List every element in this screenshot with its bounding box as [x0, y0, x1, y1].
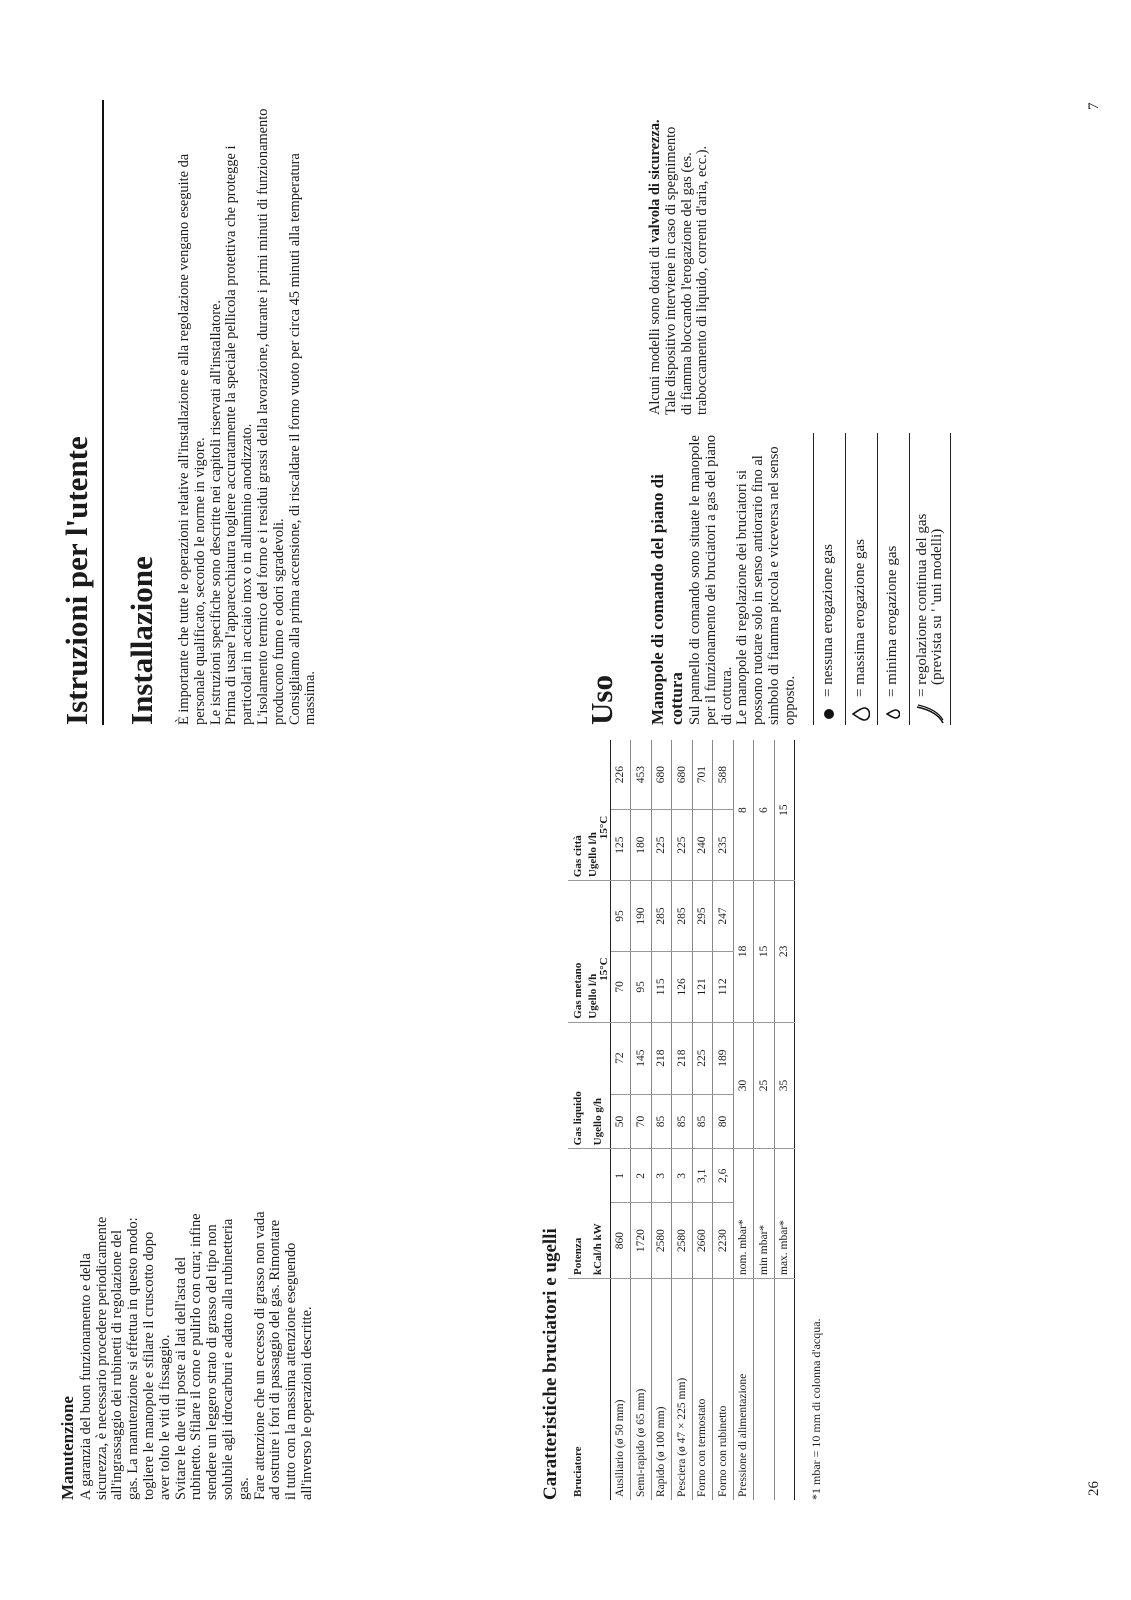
cell: 85 — [692, 1094, 713, 1149]
pressure-row — [774, 740, 795, 1500]
cell: 70 — [631, 1094, 652, 1149]
symbol-row — [909, 433, 951, 725]
pressure-value: 18 — [733, 881, 754, 1023]
safety-valve-paragraph — [648, 115, 711, 415]
sub-ugello-gh: Ugello g/h — [588, 1022, 611, 1149]
cell: 247 — [713, 881, 734, 952]
installation-title: Installazione — [124, 556, 159, 725]
installation-paragraph: Consigliamo alla prima accensione, di riscaldare il forno vuoto per circa 45 minuti alla temperatura massima. — [286, 153, 319, 725]
cell: 3 — [672, 1149, 693, 1203]
sub-lh-text: l/h — [586, 832, 599, 845]
table-row — [651, 740, 672, 1500]
cell: 95 — [631, 951, 652, 1022]
symbol-row — [845, 433, 877, 725]
cell: 125 — [610, 810, 631, 881]
knobs-section — [648, 433, 951, 725]
cell: 85 — [672, 1094, 693, 1149]
table-title: Caratteristiche bruciatori e ugelli — [540, 1228, 561, 1500]
cell: 3,1 — [692, 1149, 713, 1203]
maintenance-title: Manutenzione — [58, 1396, 77, 1500]
cell: 2230 — [713, 1203, 734, 1279]
burner-table — [568, 740, 795, 1500]
cell: 453 — [631, 740, 652, 810]
cell: 85 — [651, 1094, 672, 1149]
table-row — [610, 740, 631, 1500]
pressure-unit: nom. mbar* — [733, 1149, 754, 1279]
footnote: *1 mbar = 10 mm di colonna d'acqua. — [809, 1318, 823, 1500]
cell: 235 — [713, 810, 734, 881]
large-flame-icon — [852, 703, 870, 725]
burner-name: Ausiliario (ø 50 mm) — [610, 1279, 631, 1501]
pressure-row — [754, 740, 775, 1500]
maintenance-paragraph: Svitare le due viti poste ai lati dell'asta del rubinetto. Sfilare il cono e pulirlo con cura; infine stendere un leggero strato di grasso del tipo non solubile agli idrocarburi e adatto alla rubinetteria gas. — [172, 1213, 252, 1500]
sub-ugello-citta — [588, 740, 611, 881]
maintenance-paragraph: A garanzia del buon funzionamento e della sicurezza, è necessario procedere periodicamente all'ingrassaggio dei rubinetti di regolazione del gas. La manutenzione si effettua in questo modo: — [77, 1216, 142, 1500]
installation-paragraph: È importante che tutte le operazioni relative all'installazione e alla regolazione vengano eseguite da personale qualificato, secondo le norme in vigore. — [176, 153, 208, 725]
col-potenza: Potenza — [568, 1149, 588, 1279]
dot-icon — [823, 703, 835, 725]
cell: 285 — [651, 881, 672, 952]
sub-temp-metano: 15°C — [597, 957, 610, 981]
table-row — [631, 740, 652, 1500]
continuous-text — [915, 514, 945, 697]
pressure-value: 35 — [774, 1022, 795, 1149]
burner-name: Forno con termostato — [692, 1279, 713, 1501]
cell: 1720 — [631, 1203, 652, 1279]
col-gas-liquido: Gas liquido — [568, 1022, 588, 1149]
knobs-paragraph: Sul pannello di comando sono situate le manopole per il funzionamento dei bruciatori a gas del piano di cottura. — [687, 434, 735, 725]
valve-text-post: Tale dispositivo interviene in caso di spegnimento di fiamma bloccando l'erogazione del gas (es. traboccamento di liquido, correnti d'aria, ecc.). — [662, 126, 711, 415]
table-row — [692, 740, 713, 1500]
main-title: Istruzioni per l'utente — [59, 436, 94, 725]
pressure-value: 15 — [774, 740, 795, 881]
maintenance-paragraph: Fare attenzione che un eccesso di grasso non vada ad ostruire i fori di passaggio del gas. Rimontare il tutto con la massima attenzione eseguendo all'inverso le operazioni descritte. — [251, 1211, 315, 1500]
pressure-value: 15 — [754, 881, 775, 1023]
cell: 3 — [651, 1149, 672, 1203]
valve-text-bold: valvola di sicurezza. — [647, 119, 663, 243]
sub-ugello-text: Ugello — [586, 847, 599, 878]
table-row — [672, 740, 693, 1500]
pressure-row — [733, 740, 754, 1500]
symbol-legend — [813, 433, 951, 725]
valve-text-pre: Alcuni modelli sono dotati di — [647, 242, 663, 415]
table-row — [713, 740, 734, 1500]
pressure-value: 30 — [733, 1022, 754, 1149]
pressure-value: 8 — [733, 740, 754, 881]
installation-paragraph: L'isolamento termico del forno e i residui grassi della lavorazione, durante i primi minuti di funzionamento producono fumo e odori sgradevoli. — [254, 108, 287, 725]
cell: 50 — [610, 1094, 631, 1149]
col-bruciatore: Bruciatore — [571, 1446, 584, 1497]
pressure-value: 6 — [754, 740, 775, 881]
knobs-paragraph: Le manopole di regolazione dei bruciatori si possono ruotare solo in senso antiorario fino al simbolo di fiamma piccola e viceversa nel senso opposto. — [734, 446, 798, 725]
title-rule — [102, 100, 104, 725]
cell: 112 — [713, 951, 734, 1022]
cell: 70 — [610, 951, 631, 1022]
sub-kcal-kw: kCal/h kW — [588, 1149, 611, 1279]
knobs-title: Manopole di comando del piano di cottura — [648, 474, 686, 725]
maintenance-section — [60, 1210, 316, 1500]
symbol-text: = nessuna erogazione gas — [820, 544, 837, 697]
cell: 225 — [651, 810, 672, 881]
cell: 588 — [713, 740, 734, 810]
continuous-regulation-icon — [915, 703, 945, 725]
sub-ugello-lh-metano — [588, 881, 611, 1023]
cell: 218 — [651, 1022, 672, 1094]
cell: 190 — [631, 881, 652, 952]
burner-name: Pesciera (ø 47 × 225 mm) — [672, 1279, 693, 1501]
sub-ugello-lh-text: Ugello l/h — [586, 973, 599, 1019]
cell: 225 — [672, 810, 693, 881]
cell: 121 — [692, 951, 713, 1022]
cell: 1 — [610, 1149, 631, 1203]
burner-name: Forno con rubinetto — [713, 1279, 734, 1501]
cell: 2660 — [692, 1203, 713, 1279]
pressure-value: 23 — [774, 881, 795, 1023]
cell: 285 — [672, 881, 693, 952]
safety-valve-section — [648, 115, 711, 415]
page-number-left: 26 — [1086, 1481, 1102, 1496]
cell: 225 — [692, 1022, 713, 1094]
symbol-row — [813, 433, 845, 725]
continuous-line1: = regolazione continua del gas — [913, 513, 930, 697]
cell: 226 — [610, 740, 631, 810]
cell: 72 — [610, 1022, 631, 1094]
cell: 115 — [651, 951, 672, 1022]
pressure-value: 25 — [754, 1022, 775, 1149]
symbol-text: = minima erogazione gas — [884, 545, 901, 697]
cell: 95 — [610, 881, 631, 952]
installation-paragraph: Prima di usare l'apparecchiatura togliere accuratamente la speciale pellicola protettiva che protegge i particolari in acciaio inox o in alluminio anodizzato. — [223, 145, 256, 725]
symbol-text: = massima erogazione gas — [852, 539, 869, 697]
cell: 189 — [713, 1022, 734, 1094]
col-gas-metano: Gas metano — [568, 881, 588, 1023]
installation-paragraph: Le istruzioni specifiche sono descritte nei capitoli riservati all'installatore. — [207, 300, 224, 725]
page-number-right: 7 — [1086, 102, 1102, 110]
cell: 180 — [631, 810, 652, 881]
cell: 2,6 — [713, 1149, 734, 1203]
cell: 218 — [672, 1022, 693, 1094]
cell: 240 — [692, 810, 713, 881]
col-gas-citta: Gas città — [568, 740, 588, 881]
pressure-unit: min mbar* — [754, 1149, 775, 1279]
installation-section — [125, 100, 319, 725]
cell: 145 — [631, 1022, 652, 1094]
cell: 2580 — [651, 1203, 672, 1279]
symbol-row — [877, 433, 909, 725]
uso-title: Uso — [584, 675, 619, 725]
cell: 701 — [692, 740, 713, 810]
small-flame-icon — [886, 703, 900, 725]
cell: 860 — [610, 1203, 631, 1279]
cell: 80 — [713, 1094, 734, 1149]
cell: 680 — [672, 740, 693, 810]
burner-table-section — [540, 740, 824, 1500]
continuous-line2: (prevista su ' 'uni modelli) — [928, 528, 945, 685]
cell: 295 — [692, 881, 713, 952]
cell: 2 — [631, 1149, 652, 1203]
cell: 2580 — [672, 1203, 693, 1279]
maintenance-paragraph: togliere le manopole e sfilare il cruscotto dopo aver tolto le viti di fissaggio. — [140, 1231, 173, 1500]
burner-name: Semi-rapido (ø 65 mm) — [631, 1279, 652, 1501]
cell: 680 — [651, 740, 672, 810]
pressure-label: Pressione di alimentazione — [733, 1279, 754, 1501]
sub-temp-citta: 15°C — [597, 815, 610, 840]
pressure-unit: max. mbar* — [774, 1149, 795, 1279]
cell: 126 — [672, 951, 693, 1022]
burner-name: Rapido (ø 100 mm) — [651, 1279, 672, 1501]
